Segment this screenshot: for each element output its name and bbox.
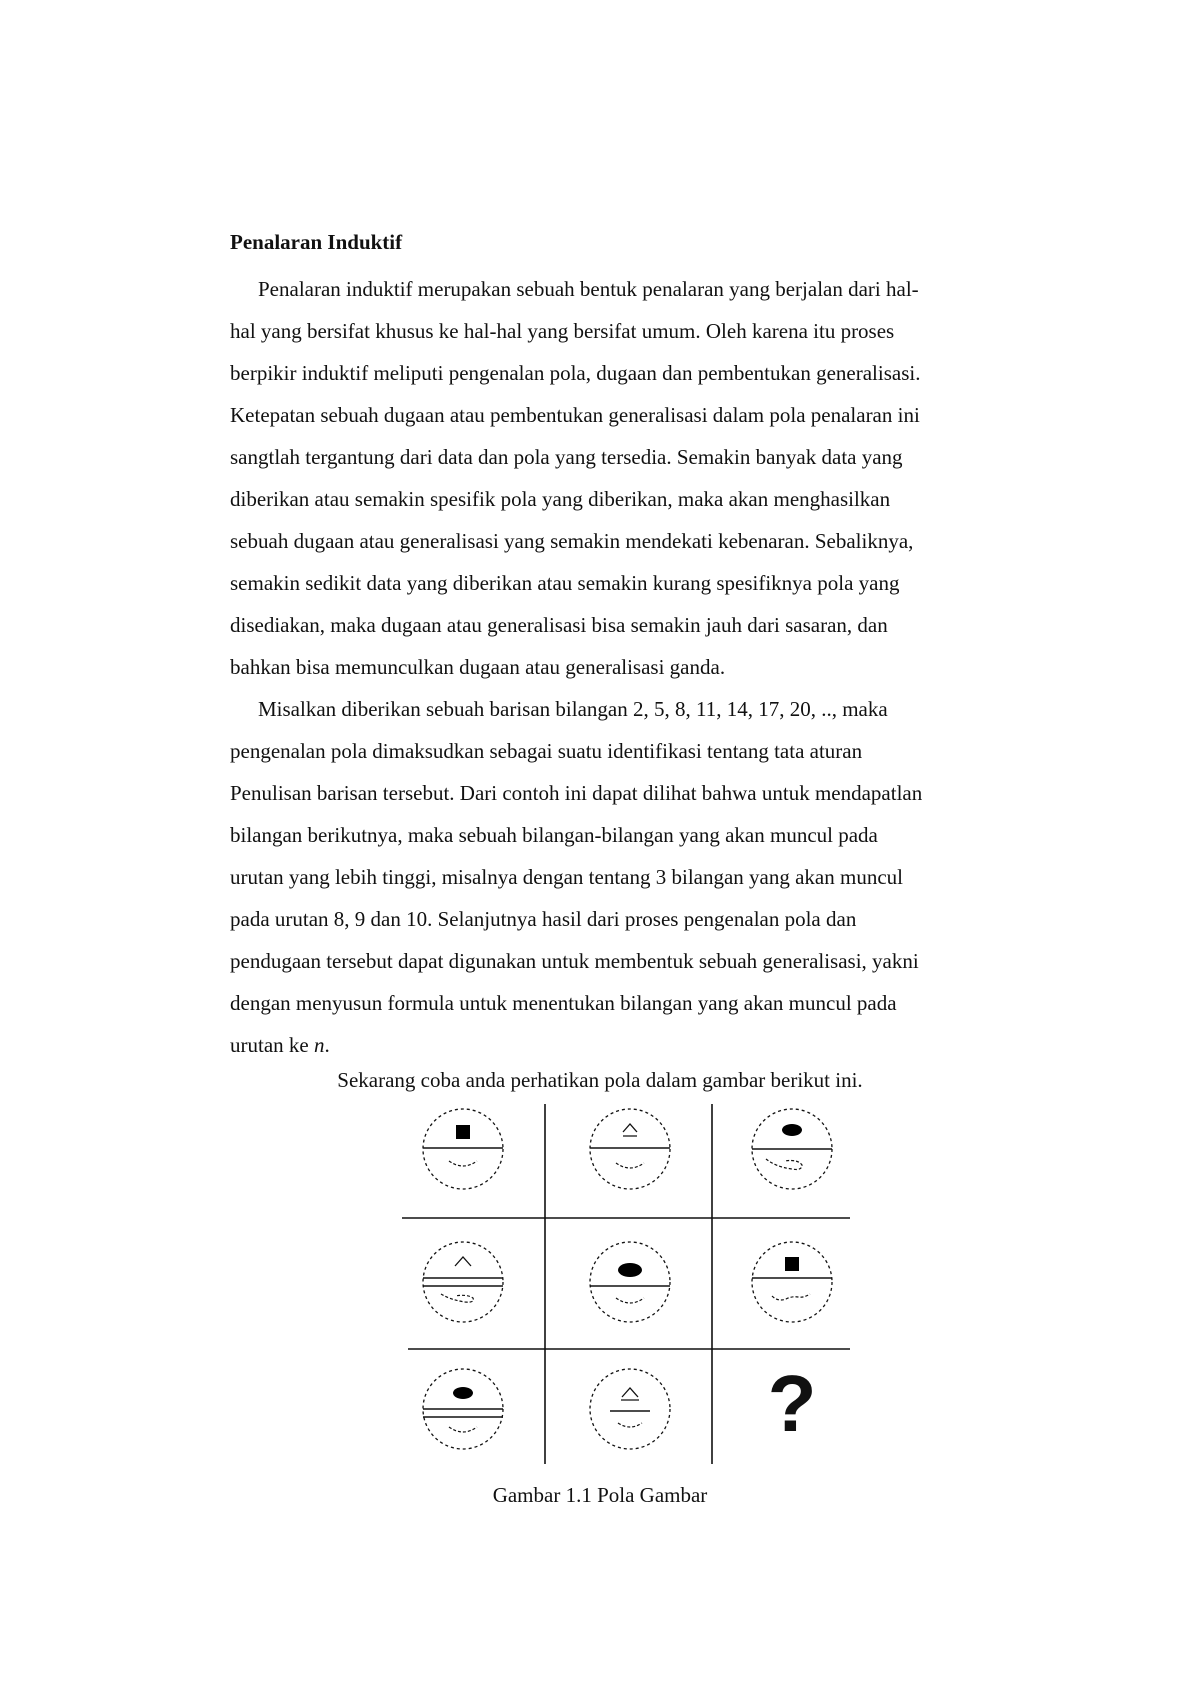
triangle-icon <box>455 1257 471 1266</box>
paragraph-2 <box>230 688 1030 1066</box>
triangle-icon <box>621 1388 639 1400</box>
pattern-cell-6 <box>752 1242 832 1322</box>
pattern-cell-8 <box>590 1369 670 1449</box>
paragraph-line: berpikir induktif meliputi pengenalan pola, dugaan dan pembentukan generalisasi. <box>230 361 921 385</box>
variable-n: n <box>313 1033 325 1057</box>
paragraph-1 <box>230 268 1030 688</box>
pattern-cell-4 <box>423 1242 503 1322</box>
section-heading: Penalaran Induktif <box>230 230 403 254</box>
oval-icon <box>618 1263 642 1277</box>
paragraph-line: sebuah dugaan atau generalisasi yang semakin mendekati kebenaran. Sebaliknya, <box>230 529 914 553</box>
paragraph-line: sangtlah tergantung dari data dan pola yang tersedia. Semakin banyak data yang <box>230 445 903 469</box>
paragraph-line: pengenalan pola dimaksudkan sebagai suatu identifikasi tentang tata aturan <box>230 739 863 763</box>
question-mark-icon: ? <box>767 1359 817 1448</box>
paragraph-line: dengan menyusun formula untuk menentukan bilangan yang akan muncul pada <box>230 991 897 1015</box>
paragraph-line: semakin sedikit data yang diberikan atau semakin kurang spesifiknya pola yang <box>230 571 900 595</box>
square-icon <box>456 1125 470 1139</box>
line-text: urutan ke <box>230 1033 314 1057</box>
paragraph-line: pendugaan tersebut dapat digunakan untuk membentuk sebuah generalisasi, yakni <box>230 949 919 973</box>
paragraph-line: pada urutan 8, 9 dan 10. Selanjutnya hasil dari proses pengenalan pola dan <box>230 907 857 931</box>
line-period: . <box>324 1033 330 1057</box>
pattern-cell-2 <box>590 1109 670 1189</box>
figure-instruction: Sekarang coba anda perhatikan pola dalam gambar berikut ini. <box>337 1068 863 1092</box>
pattern-cell-7 <box>423 1369 503 1449</box>
paragraph-line: bilangan berikutnya, maka sebuah bilangan-bilangan yang akan muncul pada <box>230 823 878 847</box>
paragraph-line: Penulisan barisan tersebut. Dari contoh ini dapat dilihat bahwa untuk mendapatlan <box>230 781 923 805</box>
paragraph-line: disediakan, maka dugaan atau generalisasi bisa semakin jauh dari sasaran, dan <box>230 613 888 637</box>
oval-icon <box>782 1124 802 1136</box>
pattern-cell-3 <box>752 1109 832 1189</box>
paragraph-line: diberikan atau semakin spesifik pola yang diberikan, maka akan menghasilkan <box>230 487 891 511</box>
paragraph-line: Penalaran induktif merupakan sebuah bentuk penalaran yang berjalan dari hal- <box>258 277 919 301</box>
oval-icon <box>453 1387 473 1399</box>
pattern-cell-9 <box>768 1359 817 1448</box>
paragraph-line: bahkan bisa memunculkan dugaan atau generalisasi ganda. <box>230 655 726 679</box>
triangle-icon <box>623 1124 637 1136</box>
paragraph-line: Misalkan diberikan sebuah barisan bilangan 2, 5, 8, 11, 14, 17, 20, .., maka <box>258 697 888 721</box>
figure-caption: Gambar 1.1 Pola Gambar <box>492 1483 708 1507</box>
pattern-figure <box>400 1104 870 1488</box>
paragraph-line-last <box>230 1024 1030 1066</box>
paragraph-line: Ketepatan sebuah dugaan atau pembentukan generalisasi dalam pola penalaran ini <box>230 403 920 427</box>
square-icon <box>785 1257 799 1271</box>
pattern-cell-1 <box>423 1109 503 1189</box>
paragraph-line: urutan yang lebih tinggi, misalnya dengan tentang 3 bilangan yang akan muncul <box>230 865 903 889</box>
pattern-cell-5 <box>590 1242 670 1322</box>
paragraph-line: hal yang bersifat khusus ke hal-hal yang bersifat umum. Oleh karena itu proses <box>230 319 895 343</box>
